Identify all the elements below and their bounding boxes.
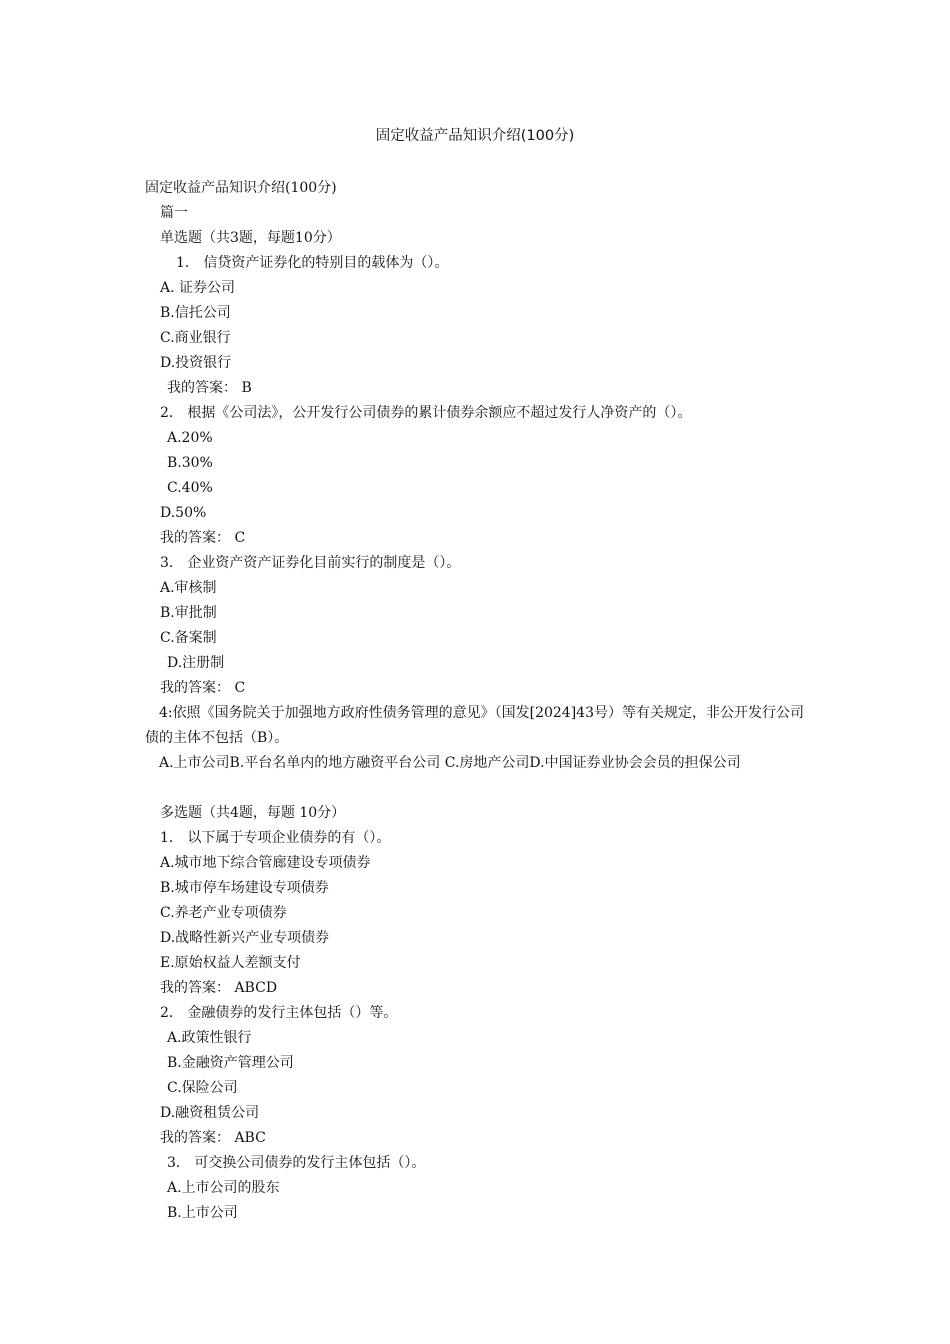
mc-question-2-answer: 我的答案： ABC: [160, 1130, 266, 1146]
question-2-text: 2． 根据《公司法》，公开发行公司债券的累计债券余额应不超过发行人净资产的（）。: [160, 405, 692, 421]
mc-question-1-option-a: A.城市地下综合管廊建设专项债券: [160, 855, 371, 871]
mc-question-1-option-b: B.城市停车场建设专项债券: [160, 880, 329, 896]
mc-question-2-option-d: D.融资租赁公司: [160, 1105, 260, 1121]
question-1-option-c: C.商业银行: [160, 330, 231, 346]
question-1-text: 1． 信贷资产证券化的特别目的载体为（）。: [176, 255, 449, 271]
question-4-options: A.上市公司B.平台名单内的地方融资平台公司 C.房地产公司D.中国证券业协会会员的担保公司: [159, 755, 741, 771]
section-heading-single-choice: 单选题（共3题，每题10分）: [160, 230, 341, 246]
question-3-option-a: A.审核制: [160, 580, 217, 596]
mc-question-2-option-c: C.保险公司: [167, 1080, 238, 1096]
section-heading-multiple-choice: 多选题（共4题，每题 10分）: [160, 805, 346, 821]
question-1-answer: 我的答案： B: [167, 380, 252, 396]
question-3-answer: 我的答案： C: [160, 680, 246, 696]
mc-question-3-option-a: A.上市公司的股东: [167, 1180, 280, 1196]
question-2-answer: 我的答案： C: [160, 530, 246, 546]
question-3-text: 3． 企业资产资产证券化目前实行的制度是（）。: [160, 555, 461, 571]
mc-question-2-text: 2． 金融债券的发行主体包括（）等。: [160, 1005, 398, 1021]
mc-question-3-option-b: B.上市公司: [167, 1205, 238, 1221]
question-2-option-b: B.30%: [167, 455, 213, 471]
section-label: 篇一: [160, 205, 188, 221]
question-3-option-d: D.注册制: [167, 655, 225, 671]
mc-question-1-option-e: E.原始权益人差额支付: [160, 955, 301, 971]
mc-question-2-option-b: B.金融资产管理公司: [167, 1055, 294, 1071]
mc-question-1-answer: 我的答案： ABCD: [160, 980, 278, 996]
question-3-option-b: B.审批制: [160, 605, 217, 621]
question-1-option-a: A. 证券公司: [160, 280, 236, 296]
mc-question-2-option-a: A.政策性银行: [167, 1030, 252, 1046]
question-3-option-c: C.备案制: [160, 630, 217, 646]
mc-question-1-option-c: C.养老产业专项债券: [160, 905, 287, 921]
question-2-option-a: A.20%: [167, 430, 213, 446]
mc-question-1-option-d: D.战略性新兴产业专项债券: [160, 930, 330, 946]
mc-question-3-text: 3． 可交换公司债券的发行主体包括（）。: [167, 1155, 426, 1171]
document-body: [0, 176, 950, 1226]
mc-question-1-text: 1． 以下属于专项企业债券的有（）。: [160, 830, 391, 846]
question-1-option-b: B.信托公司: [160, 305, 231, 321]
question-2-option-c: C.40%: [167, 480, 213, 496]
document-heading: 固定收益产品知识介绍(100分): [145, 180, 337, 196]
page-title: 固定收益产品知识介绍(100分): [375, 128, 575, 144]
question-1-option-d: D.投资银行: [160, 355, 232, 371]
question-4-text: 4:依照《国务院关于加强地方政府性债务管理的意见》（国发[2024]43号）等有关规定，非公开发行公司债的主体不包括（B）。: [145, 705, 804, 746]
question-2-option-d: D.50%: [160, 505, 207, 521]
